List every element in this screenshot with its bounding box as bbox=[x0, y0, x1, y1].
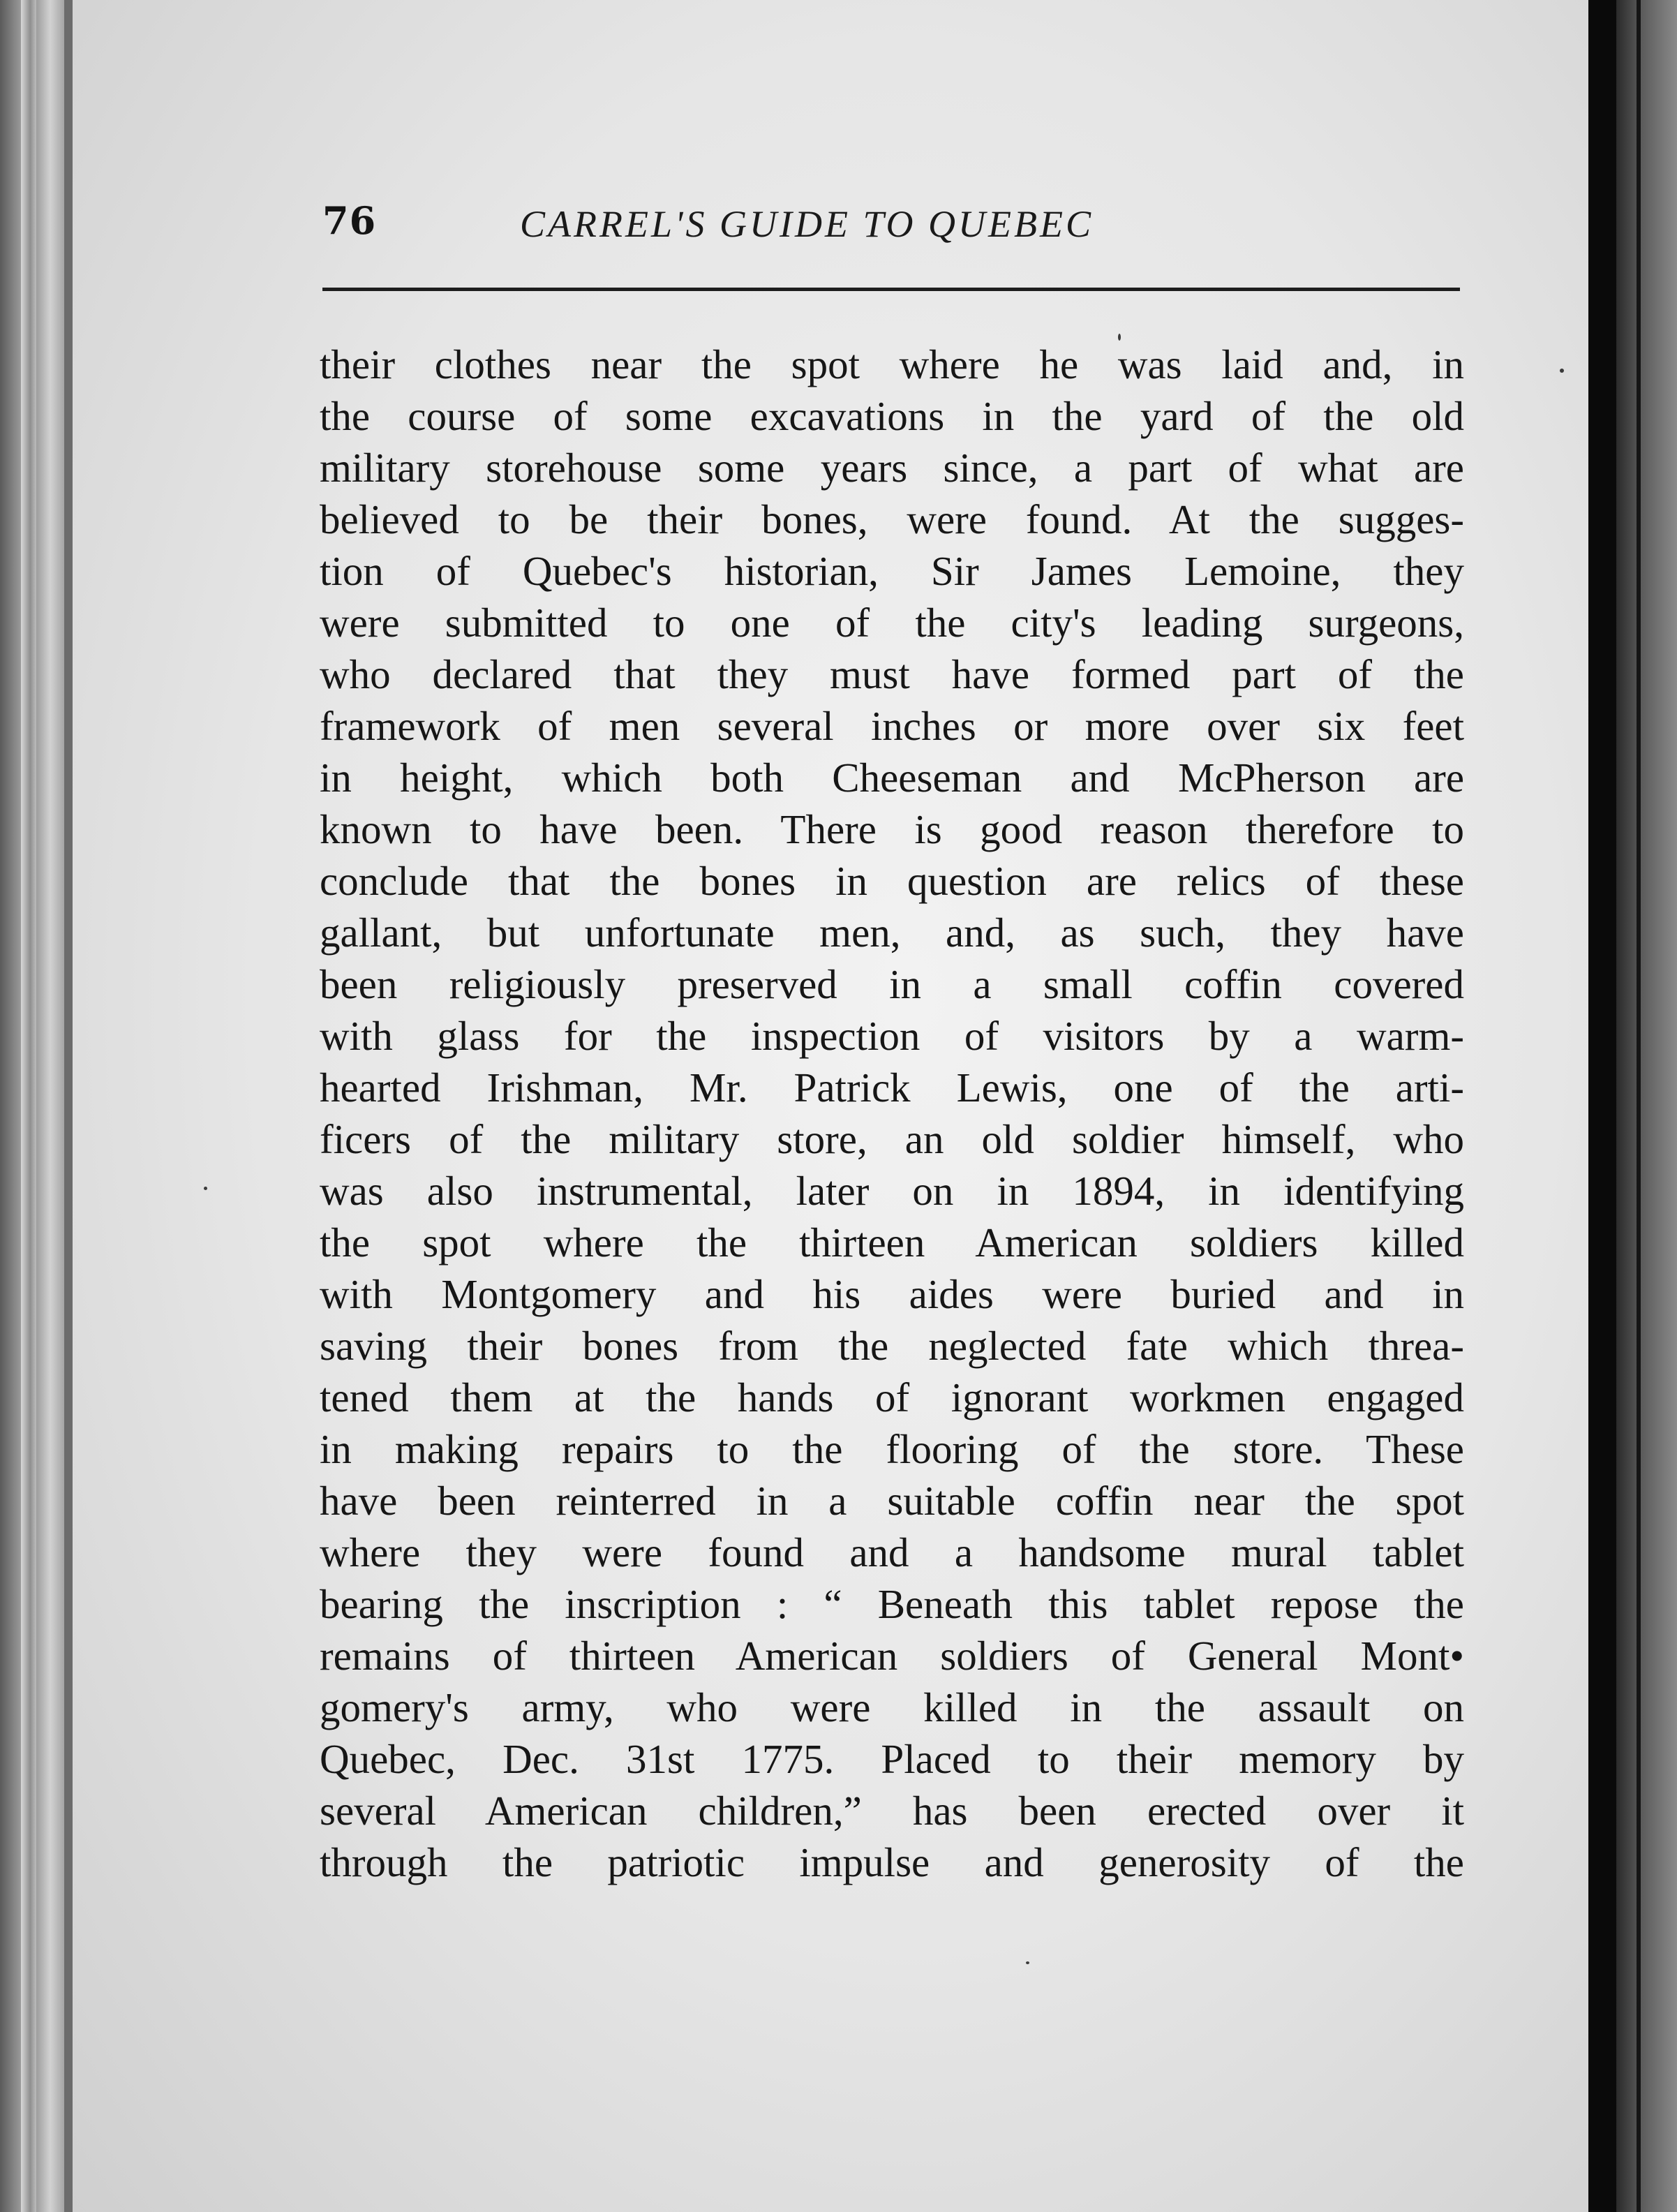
text-line: in height, which both Cheeseman and McPherson are bbox=[320, 755, 1464, 801]
text-line: have been reinterred in a suitable coffin near the spot bbox=[320, 1478, 1464, 1524]
text-line: where they were found and a handsome mural tablet bbox=[320, 1529, 1464, 1575]
text-line: believed to be their bones, were found. At the sugges- bbox=[320, 496, 1464, 542]
text-line: Quebec, Dec. 31st 1775. Placed to their memory by bbox=[320, 1736, 1464, 1782]
text-line: been religiously preserved in a small coffin covered bbox=[320, 961, 1464, 1007]
text-line: in making repairs to the flooring of the store. These bbox=[320, 1426, 1464, 1472]
text-line: the spot where the thirteen American soldiers killed bbox=[320, 1219, 1464, 1265]
scan-speck bbox=[1118, 334, 1121, 341]
text-line: gomery's army, who were killed in the assault on bbox=[320, 1684, 1464, 1730]
text-line: with glass for the inspection of visitors by a warm- bbox=[320, 1013, 1464, 1059]
scan-speck bbox=[204, 1187, 207, 1190]
text-line: remains of thirteen American soldiers of General Mont• bbox=[320, 1633, 1464, 1679]
text-line: several American children,” has been erected over it bbox=[320, 1788, 1464, 1834]
scan-speck bbox=[1026, 1961, 1029, 1964]
body-text bbox=[320, 339, 1464, 1888]
text-line: who declared that they must have formed part of the bbox=[320, 651, 1464, 697]
text-line: through the patriotic impulse and generosity of the bbox=[320, 1839, 1464, 1885]
text-line: hearted Irishman, Mr. Patrick Lewis, one of the arti- bbox=[320, 1064, 1464, 1111]
text-line: gallant, but unfortunate men, and, as such, they have bbox=[320, 910, 1464, 956]
page-edge-left bbox=[21, 0, 36, 2212]
text-line: ficers of the military store, an old soldier himself, who bbox=[320, 1116, 1464, 1162]
gutter-line bbox=[1637, 0, 1641, 2212]
text-line: known to have been. There is good reason therefore to bbox=[320, 806, 1464, 852]
text-line: military storehouse some years since, a part of what are bbox=[320, 445, 1464, 491]
scan-speck bbox=[1560, 369, 1564, 373]
page-edge-left bbox=[0, 0, 21, 2212]
text-line: framework of men several inches or more over six feet bbox=[320, 703, 1464, 749]
page-edge-left bbox=[36, 0, 64, 2212]
gutter-shadow bbox=[1616, 0, 1677, 2212]
page-number: 76 bbox=[322, 198, 377, 243]
text-line: with Montgomery and his aides were buried and in bbox=[320, 1271, 1464, 1317]
header-rule bbox=[322, 288, 1460, 291]
text-line: was also instrumental, later on in 1894, in identifying bbox=[320, 1168, 1464, 1214]
text-line: conclude that the bones in question are relics of these bbox=[320, 858, 1464, 904]
page-edge-left bbox=[64, 0, 73, 2212]
text-line: the course of some excavations in the yard of the old bbox=[320, 393, 1464, 439]
running-title: CARREL'S GUIDE TO QUEBEC bbox=[520, 203, 1094, 245]
book-gutter bbox=[1588, 0, 1616, 2212]
text-line: tion of Quebec's historian, Sir James Lemoine, they bbox=[320, 548, 1464, 594]
text-line: were submitted to one of the city's leading surgeons, bbox=[320, 600, 1464, 646]
text-line: tened them at the hands of ignorant workmen engaged bbox=[320, 1374, 1464, 1420]
text-line: saving their bones from the neglected fate which threa- bbox=[320, 1323, 1464, 1369]
text-line: bearing the inscription : “ Beneath this tablet repose the bbox=[320, 1581, 1464, 1627]
text-line: their clothes near the spot where he was laid and, in bbox=[320, 341, 1464, 387]
